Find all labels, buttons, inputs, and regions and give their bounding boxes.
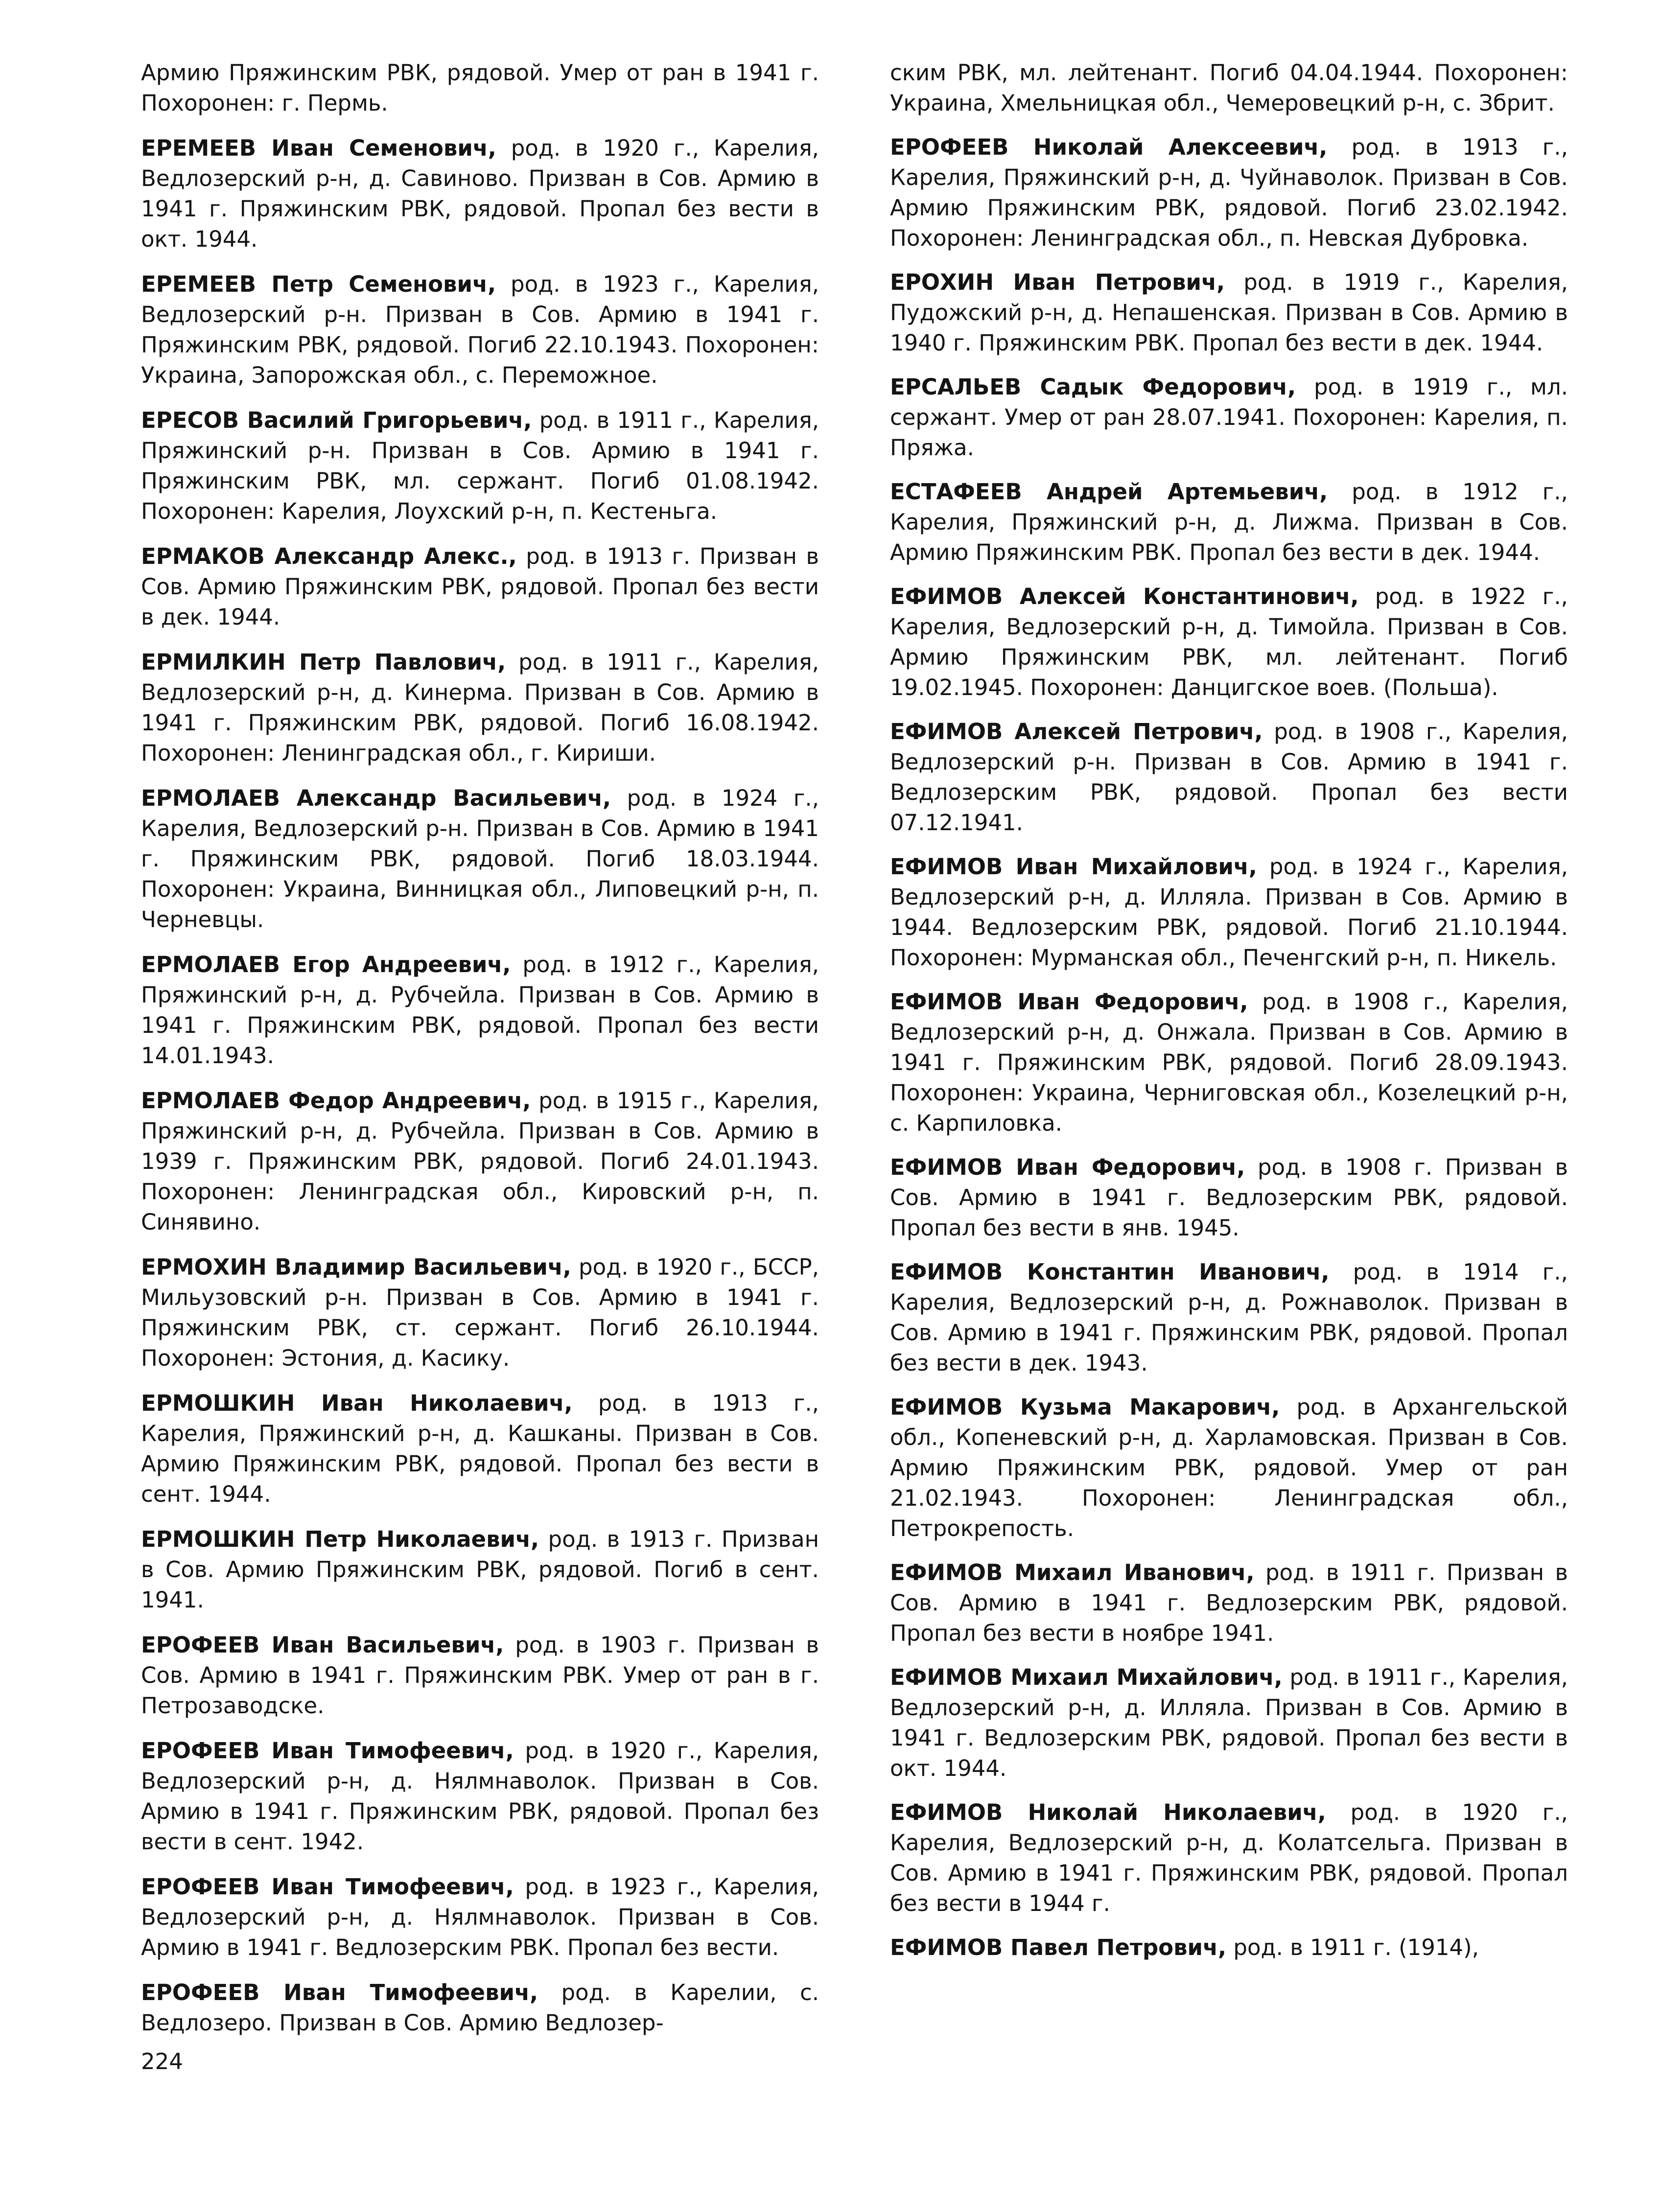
person-name: ЕРОХИН Иван Петрович,	[890, 269, 1225, 295]
person-name: ЕРМОХИН Владимир Васильевич,	[141, 1254, 571, 1280]
entry-text: род. в 1919 г., Карелия, Пудожский р-н, д. Непашенская. Призван в Сов. Армию в 1940 г. Пряжинским РВК. Пропал без вести в дек. 1944.	[890, 269, 1568, 356]
entry-text: род. в 1922 г., Карелия, Ведлозерский р-н, д. Тимойла. Призван в Сов. Армию Пряжинским РВК, мл. лейтенант. Погиб 19.02.1945. Похоронен: Данцигское воев. (Польша).	[890, 583, 1568, 700]
person-name: ЕРЕМЕЕВ Иван Семенович,	[141, 135, 496, 161]
biography-entry	[141, 269, 819, 391]
person-name: ЕРМОЛАЕВ Егор Андреевич,	[141, 952, 511, 978]
entry-text: род. в Архангельской обл., Копеневский р-н, д. Харламовская. Призван в Сов. Армию Пряжинским РВК, рядовой. Умер от ран 21.02.1943. Похоронен: Ленинградская обл., Петрокрепость.	[890, 1394, 1568, 1541]
entry-text: род. в 1920 г., Карелия, Ведлозерский р-н, д. Нялмнаволок. Призван в Сов. Армию в 1941 г. Пряжинским РВК, рядовой. Пропал без вести в сент. 1942.	[141, 1738, 819, 1855]
biography-entry	[141, 405, 819, 527]
person-name: ЕФИМОВ Алексей Константинович,	[890, 583, 1359, 609]
biography-entry	[141, 1388, 819, 1510]
person-name: ЕРМИЛКИН Петр Павлович,	[141, 649, 506, 675]
person-name: ЕРОФЕЕВ Иван Тимофеевич,	[141, 1738, 514, 1764]
biography-entry	[890, 852, 1568, 973]
entry-text: род. в 1908 г., Карелия, Ведлозерский р-н. Призван в Сов. Армию в 1941 г. Ведлозерским РВК, рядовой. Пропал без вести 07.12.1941.	[890, 719, 1568, 836]
person-name: ЕФИМОВ Николай Николаевич,	[890, 1799, 1326, 1825]
entry-text: род. в 1923 г., Карелия, Ведлозерский р-н, д. Нялмнаволок. Призван в Сов. Армию в 1941 г. Ведлозерским РВК. Пропал без вести.	[141, 1874, 819, 1960]
continued-entry-text	[141, 58, 819, 118]
person-name: ЕФИМОВ Кузьма Макарович,	[890, 1394, 1280, 1420]
entry-text: Армию Пряжинским РВК, рядовой. Умер от ран в 1941 г. Похоронен: г. Пермь.	[141, 60, 819, 116]
person-name: ЕРОФЕЕВ Иван Тимофеевич,	[141, 1979, 538, 2005]
entry-text: род. в 1920 г., Карелия, Ведлозерский р-н, д. Савиново. Призван в Сов. Армию в 1941 г. Пряжинским РВК, рядовой. Пропал без вести в окт. 1944.	[141, 135, 819, 252]
entry-text: род. в 1913 г. Призван в Сов. Армию Пряжинским РВК, рядовой. Пропал без вести в дек. 1944.	[141, 543, 819, 630]
biography-entry	[141, 950, 819, 1071]
person-name: ЕФИМОВ Михаил Иванович,	[890, 1560, 1255, 1585]
right-column	[890, 58, 1568, 1977]
person-name: ЕРЕМЕЕВ Петр Семенович,	[141, 271, 496, 297]
entry-text: род. в 1913 г., Карелия, Пряжинский р-н, д. Кашканы. Призван в Сов. Армию Пряжинским РВК, рядовой. Пропал без вести в сент. 1944.	[141, 1390, 819, 1507]
entry-text: род. в Карелии, с. Ведлозеро. Призван в Сов. Армию Ведлозер-	[141, 1979, 819, 2036]
biography-entry	[141, 1736, 819, 1857]
person-name: ЕРЕСОВ Василий Григорьевич,	[141, 407, 532, 433]
person-name: ЕРМОЛАЕВ Федор Андреевич,	[141, 1088, 531, 1114]
biography-entry	[141, 1978, 819, 2038]
entry-text: род. в 1919 г., мл. сержант. Умер от ран 28.07.1941. Похоронен: Карелия, п. Пряжа.	[890, 374, 1568, 461]
entry-text: род. в 1903 г. Призван в Сов. Армию в 1941 г. Пряжинским РВК. Умер от ран в г. Петрозаводске.	[141, 1632, 819, 1719]
entry-text: род. в 1924 г., Карелия, Ведлозерский р-н. Призван в Сов. Армию в 1941 г. Пряжинским РВК, рядовой. Погиб 18.03.1944. Похоронен: Украина, Винницкая обл., Липовецкий р-н, п. Черневцы.	[141, 785, 819, 932]
biography-entry	[141, 1872, 819, 1963]
entry-text: род. в 1914 г., Карелия, Ведлозерский р-н, д. Рожнаволок. Призван в Сов. Армию в 1941 г. Пряжинским РВК, рядовой. Пропал без вести в дек. 1943.	[890, 1259, 1568, 1376]
biography-entry	[141, 1086, 819, 1237]
biography-entry	[890, 1662, 1568, 1784]
person-name: ЕСТАФЕЕВ Андрей Артемьевич,	[890, 479, 1328, 505]
biography-entry	[890, 1257, 1568, 1378]
person-name: ЕФИМОВ Иван Федорович,	[890, 989, 1248, 1015]
person-name: ЕРОФЕЕВ Иван Васильевич,	[141, 1632, 504, 1658]
person-name: ЕФИМОВ Алексей Петрович,	[890, 719, 1263, 745]
entry-text: род. в 1911 г., Карелия, Пряжинский р-н. Призван в Сов. Армию в 1941 г. Пряжинским РВК, мл. сержант. Погиб 01.08.1942. Похоронен: Карелия, Лоухский р-н, п. Кестеньга.	[141, 407, 819, 524]
person-name: ЕФИМОВ Павел Петрович,	[890, 1934, 1227, 1960]
person-name: ЕФИМОВ Иван Михайлович,	[890, 854, 1257, 880]
entry-text: род. в 1912 г., Карелия, Пряжинский р-н, д. Рубчейла. Призван в Сов. Армию в 1941 г. Пряжинским РВК, рядовой. Пропал без вести 14.01.1943.	[141, 952, 819, 1069]
left-column	[141, 58, 819, 2053]
entry-text: род. в 1911 г. Призван в Сов. Армию в 1941 г. Ведлозерским РВК, рядовой. Пропал без вести в ноябре 1941.	[890, 1560, 1568, 1646]
biography-entry	[890, 267, 1568, 358]
biography-entry	[890, 1933, 1568, 1963]
entry-text: род. в 1913 г. Призван в Сов. Армию Пряжинским РВК, рядовой. Погиб в сент. 1941.	[141, 1526, 819, 1613]
entry-text: род. в 1912 г., Карелия, Пряжинский р-н, д. Лижма. Призван в Сов. Армию Пряжинским РВК. Пропал без вести в дек. 1944.	[890, 479, 1568, 565]
biography-entry	[890, 132, 1568, 254]
biography-entry	[141, 1630, 819, 1721]
biography-entry	[890, 1152, 1568, 1243]
entry-text: род. в 1913 г., Карелия, Пряжинский р-н, д. Чуйнаволок. Призван в Сов. Армию Пряжинским РВК, рядовой. Погиб 23.02.1942. Похоронен: Ленинградская обл., п. Невская Дубровка.	[890, 134, 1568, 251]
entry-text: род. в 1920 г., БССР, Мильузовский р-н. Призван в Сов. Армию в 1941 г. Пряжинским РВК, ст. сержант. Погиб 26.10.1944. Похоронен: Эстония, д. Касику.	[141, 1254, 819, 1371]
entry-text: род. в 1911 г., Карелия, Ведлозерский р-н, д. Кинерма. Призван в Сов. Армию в 1941 г. Пряжинским РВК, рядовой. Погиб 16.08.1942. Похоронен: Ленинградская обл., г. Кириши.	[141, 649, 819, 766]
biography-entry	[141, 647, 819, 768]
biography-entry	[890, 372, 1568, 463]
person-name: ЕРОФЕЕВ Николай Алексеевич,	[890, 134, 1328, 160]
person-name: ЕРМОЛАЕВ Александр Васильевич,	[141, 785, 611, 811]
biography-entry	[141, 783, 819, 935]
biography-entry	[141, 1252, 819, 1374]
entry-text: род. в 1911 г., Карелия, Ведлозерский р-н, д. Илляла. Призван в Сов. Армию в 1941 г. Ведлозерским РВК, рядовой. Пропал без вести в окт. 1944.	[890, 1664, 1568, 1781]
entry-text: род. в 1923 г., Карелия, Ведлозерский р-н. Призван в Сов. Армию в 1941 г. Пряжинским РВК, рядовой. Погиб 22.10.1943. Похоронен: Украина, Запорожская обл., с. Переможное.	[141, 271, 819, 388]
biography-entry	[890, 717, 1568, 838]
biography-entry	[141, 133, 819, 255]
person-name: ЕРОФЕЕВ Иван Тимофеевич,	[141, 1874, 514, 1900]
biography-entry	[890, 477, 1568, 568]
entry-text: род. в 1908 г., Карелия, Ведлозерский р-н, д. Онжала. Призван в Сов. Армию в 1941 г. Пряжинским РВК, рядовой. Погиб 28.09.1943. Похоронен: Украина, Черниговская обл., Козелецкий р-н, с. Карпиловка.	[890, 989, 1568, 1136]
entry-text: род. в 1915 г., Карелия, Пряжинский р-н, д. Рубчейла. Призван в Сов. Армию в 1939 г. Пряжинским РВК, рядовой. Погиб 24.01.1943. Похоронен: Ленинградская обл., Кировский р-н, п. Синявино.	[141, 1088, 819, 1235]
person-name: ЕРМАКОВ Александр Алекс.,	[141, 543, 517, 569]
person-name: ЕФИМОВ Иван Федорович,	[890, 1154, 1245, 1180]
person-name: ЕРСАЛЬЕВ Садык Федорович,	[890, 374, 1296, 400]
person-name: ЕФИМОВ Михаил Михайлович,	[890, 1664, 1283, 1690]
entry-text: ским РВК, мл. лейтенант. Погиб 04.04.1944. Похоронен: Украина, Хмельницкая обл., Чемеровецкий р-н, с. Збрит.	[890, 60, 1568, 116]
biography-entry	[890, 987, 1568, 1139]
entry-text: род. в 1908 г. Призван в Сов. Армию в 1941 г. Ведлозерским РВК, рядовой. Пропал без вести в янв. 1945.	[890, 1154, 1568, 1241]
entry-text: род. в 1911 г. (1914),	[1226, 1934, 1479, 1960]
person-name: ЕРМОШКИН Иван Николаевич,	[141, 1390, 573, 1416]
page-number: 224	[141, 2049, 183, 2074]
continued-entry-text	[890, 58, 1568, 118]
biography-entry	[890, 1558, 1568, 1649]
entry-text: род. в 1924 г., Карелия, Ведлозерский р-н, д. Илляла. Призван в Сов. Армию в 1944. Ведлозерским РВК, рядовой. Погиб 21.10.1944. Похоронен: Мурманская обл., Печенгский р-н, п. Никель.	[890, 854, 1568, 971]
entry-text: род. в 1920 г., Карелия, Ведлозерский р-н, д. Колатсельга. Призван в Сов. Армию в 1941 г. Пряжинским РВК, рядовой. Пропал без вести в 1944 г.	[890, 1799, 1568, 1916]
biography-entry	[141, 541, 819, 632]
biography-entry	[890, 1392, 1568, 1544]
biography-entry	[890, 1797, 1568, 1919]
person-name: ЕРМОШКИН Петр Николаевич,	[141, 1526, 539, 1552]
biography-entry	[890, 582, 1568, 703]
biography-entry	[141, 1524, 819, 1615]
person-name: ЕФИМОВ Константин Иванович,	[890, 1259, 1330, 1285]
